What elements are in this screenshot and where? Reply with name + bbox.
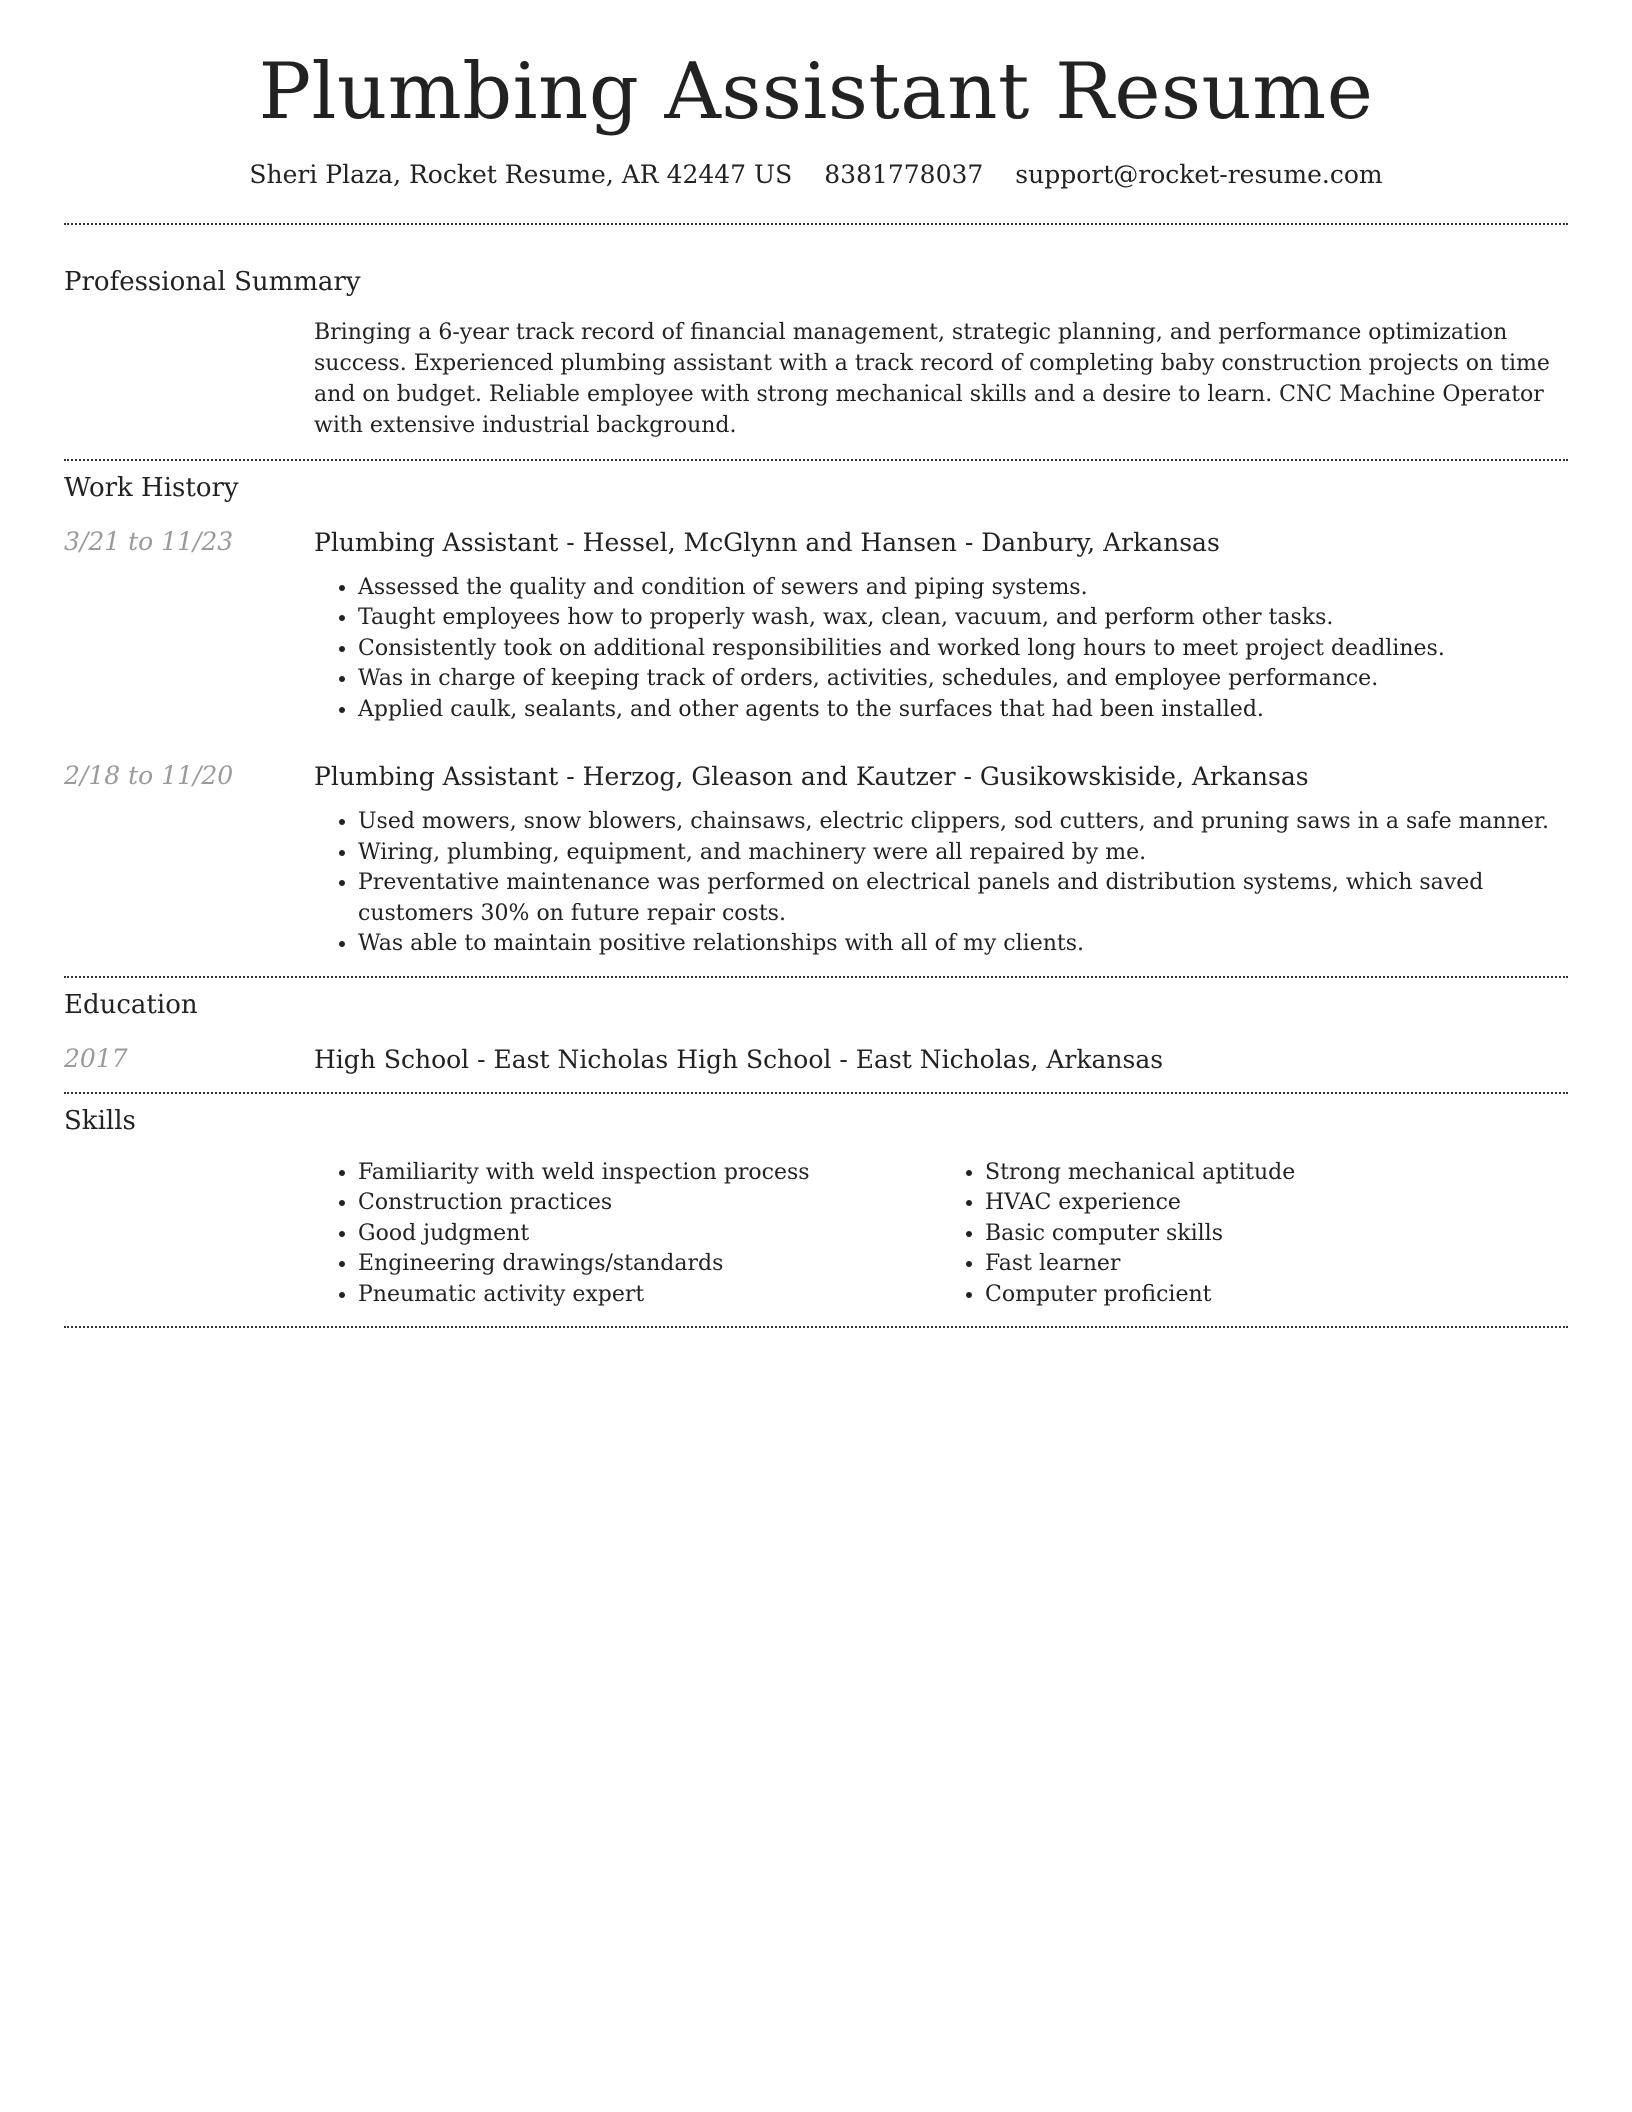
- list-item: • Consistently took on additional responsibilities and worked long hours to meet project deadlines.: [358, 634, 1568, 665]
- list-item: • Construction practices: [358, 1188, 941, 1219]
- skills-columns: [314, 1158, 1568, 1311]
- work-section: [64, 461, 1568, 976]
- list-item: • Pneumatic activity expert: [358, 1280, 941, 1311]
- list-item: • Wiring, plumbing, equipment, and machinery were all repaired by me.: [358, 838, 1568, 869]
- list-item: • Fast learner: [985, 1249, 1568, 1280]
- skills-list-right: [941, 1158, 1568, 1311]
- job-role: Plumbing Assistant: [314, 527, 559, 557]
- job-role: Plumbing Assistant: [314, 762, 559, 792]
- list-item: • Was in charge of keeping track of orders, activities, schedules, and employee performance.: [358, 664, 1568, 695]
- contact-line: [64, 160, 1568, 189]
- resume-header: [64, 0, 1568, 189]
- job-entry: [64, 761, 1568, 960]
- skills-list-left: [314, 1158, 941, 1311]
- section-title-skills: Skills: [64, 1105, 136, 1136]
- job-details: - Herzog, Gleason and Kautzer - Gusikowskiside, Arkansas: [558, 762, 1309, 792]
- summary-section: [64, 225, 1568, 459]
- section-title-work: Work History: [64, 472, 239, 503]
- contact-address: Sheri Plaza, Rocket Resume, AR 42447 US: [249, 159, 793, 189]
- education-details: - East Nicholas High School - East Nicholas, Arkansas: [469, 1044, 1164, 1074]
- education-year: 2017: [64, 1043, 128, 1073]
- contact-phone: 8381778037: [824, 159, 984, 189]
- section-title-summary: Professional Summary: [64, 266, 361, 297]
- list-item: • HVAC experience: [985, 1188, 1568, 1219]
- list-item: • Applied caulk, sealants, and other agents to the surfaces that had been installed.: [358, 695, 1568, 726]
- page-title: Plumbing Assistant Resume: [258, 47, 1374, 137]
- job-dates: 3/21 to 11/23: [64, 526, 234, 556]
- section-title-education: Education: [64, 989, 198, 1020]
- list-item: • Assessed the quality and condition of sewers and piping systems.: [358, 573, 1568, 604]
- job-details: - Hessel, McGlynn and Hansen - Danbury, Arkansas: [558, 527, 1220, 557]
- list-item: • Familiarity with weld inspection process: [358, 1158, 941, 1189]
- list-item: • Basic computer skills: [985, 1219, 1568, 1250]
- education-degree: High School: [314, 1044, 470, 1074]
- education-entry: [64, 1044, 1568, 1076]
- list-item: • Computer proficient: [985, 1280, 1568, 1311]
- job-title: [314, 527, 1568, 559]
- list-item: • Used mowers, snow blowers, chainsaws, electric clippers, sod cutters, and pruning saws in a safe manner.: [358, 807, 1568, 838]
- list-item: • Good judgment: [358, 1219, 941, 1250]
- job-title: [314, 761, 1568, 793]
- contact-email: support@rocket-resume.com: [1015, 159, 1383, 189]
- list-item: • Strong mechanical aptitude: [985, 1158, 1568, 1189]
- job-dates: 2/18 to 11/20: [64, 761, 234, 791]
- job-entry: [64, 527, 1568, 726]
- list-item: • Preventative maintenance was performed on electrical panels and distribution systems, which saved customers 30% on future repair costs.: [358, 868, 1568, 929]
- list-item: • Was able to maintain positive relationships with all of my clients.: [358, 929, 1568, 960]
- list-item: • Taught employees how to properly wash, wax, clean, vacuum, and perform other tasks.: [358, 603, 1568, 634]
- job-bullets: [314, 573, 1568, 726]
- education-title: [314, 1044, 1568, 1076]
- summary-text: Bringing a 6-year track record of financial management, strategic planning, and performance optimization success. Experienced plumbing assistant with a track record of completing baby construction projects on time and on budget. Reliable employee with strong mechanical skills and a desire to learn. CNC Machine Operator with extensive industrial background.: [314, 319, 1550, 438]
- list-item: • Engineering drawings/standards: [358, 1249, 941, 1280]
- education-section: [64, 978, 1568, 1092]
- divider: [64, 1326, 1568, 1328]
- job-bullets: [314, 807, 1568, 960]
- skills-section: [64, 1094, 1568, 1327]
